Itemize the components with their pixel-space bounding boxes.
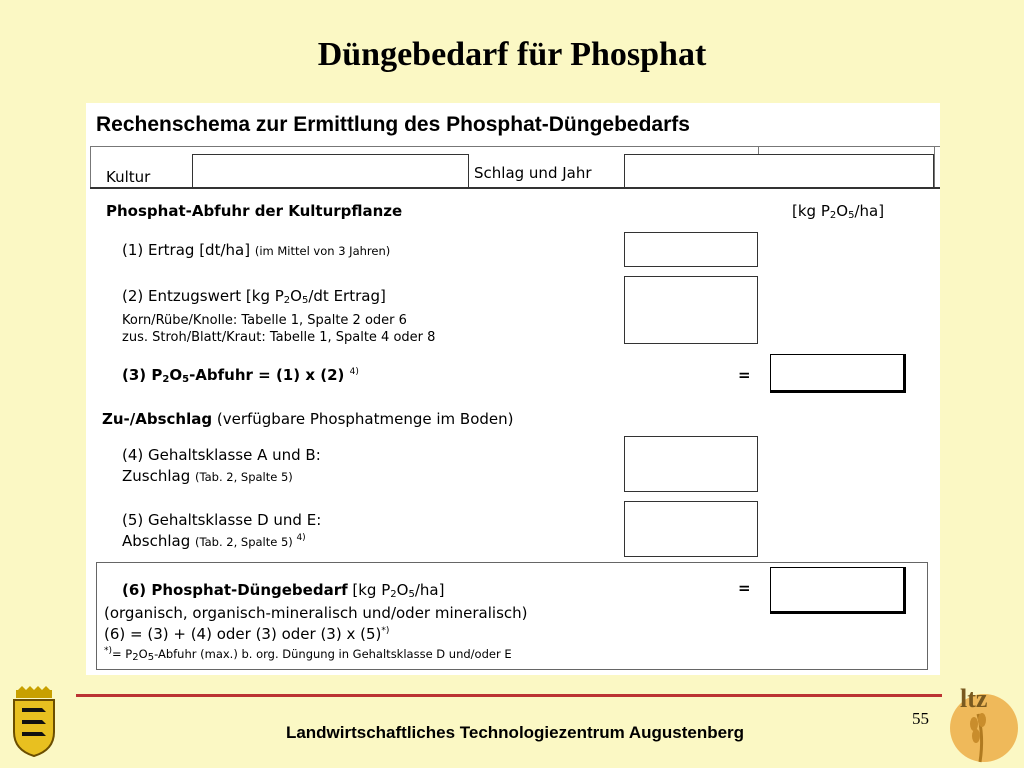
row6-line2: (organisch, organisch-mineralisch und/oder mineralisch) [104,604,528,622]
kultur-label: Kultur [106,168,151,186]
footer-divider [76,694,942,697]
form-divider [90,146,940,147]
row2-entzugswert-label: (2) Entzugswert [kg $P_2O_5/dt$ Ertrag] [122,287,386,306]
footer-organization: Landwirtschaftliches Technologiezentrum Augustenberg [285,723,745,742]
row1-ertrag-label: (1) Ertrag [dt/ha] (im Mittel von 3 Jahren) [122,241,391,259]
row6-formula: (6) = (3) + (4) oder (3) oder (3) x (5)*) [104,625,390,643]
row3-abfuhr-label: (3) $P_2O_5$-Abfuhr = (1) x (2) $^{4)}$ [122,366,359,385]
ltz-logo-text: ltz [960,684,988,713]
entzugswert-input[interactable] [624,276,758,344]
ltz-logo [944,684,1020,764]
abschlag-input[interactable] [624,501,758,557]
abfuhr-result-box[interactable] [770,354,906,393]
calculation-form [86,103,940,675]
row5-line1: (5) Gehaltsklasse D und E: [122,511,322,529]
section-phosphat-abfuhr-title: Phosphat-Abfuhr der Kulturpflanze [106,202,403,220]
row2-note-line1: Korn/Rübe/Knolle: Tabelle 1, Spalte 2 oder 6 [122,313,407,328]
baden-wuerttemberg-coat-of-arms-logo [8,686,60,758]
duengebedarf-result-box[interactable] [770,567,906,614]
form-heading: Rechenschema zur Ermittlung des Phosphat-Düngebedarfs [96,113,690,136]
row4-line2: Zuschlag (Tab. 2, Spalte 5) [122,467,293,485]
form-divider [934,146,935,187]
equals-sign: = [738,366,751,384]
row2-note-line2: zus. Stroh/Blatt/Kraut: Tabelle 1, Spalte 4 oder 8 [122,330,436,345]
row6-footnote: $^{*)}= P_2O_5$-Abfuhr (max.) b. org. Düngung in Gehaltsklasse D und/oder E [104,646,512,663]
kultur-input[interactable] [192,154,469,188]
section-zu-abschlag-title: Zu-/Abschlag (verfügbare Phosphatmenge im Boden) [102,410,514,428]
unit-label: [kg $P_2O_5/ha$] [792,202,885,221]
row4-line1: (4) Gehaltsklasse A und B: [122,446,321,464]
schlag-jahr-input[interactable] [624,154,934,188]
row6-duengebedarf-label: (6) Phosphat-Düngebedarf [kg $P_2O_5/ha$] [122,581,445,600]
zuschlag-input[interactable] [624,436,758,492]
equals-sign: = [738,579,751,597]
schlag-jahr-label: Schlag und Jahr [474,164,592,182]
page-number: 55 [912,709,929,728]
form-divider [90,146,91,187]
row5-line2: Abschlag (Tab. 2, Spalte 5) $^{4)}$ [122,532,306,550]
slide-title: Düngebedarf für Phosphat [317,36,707,73]
ertrag-input[interactable] [624,232,758,267]
